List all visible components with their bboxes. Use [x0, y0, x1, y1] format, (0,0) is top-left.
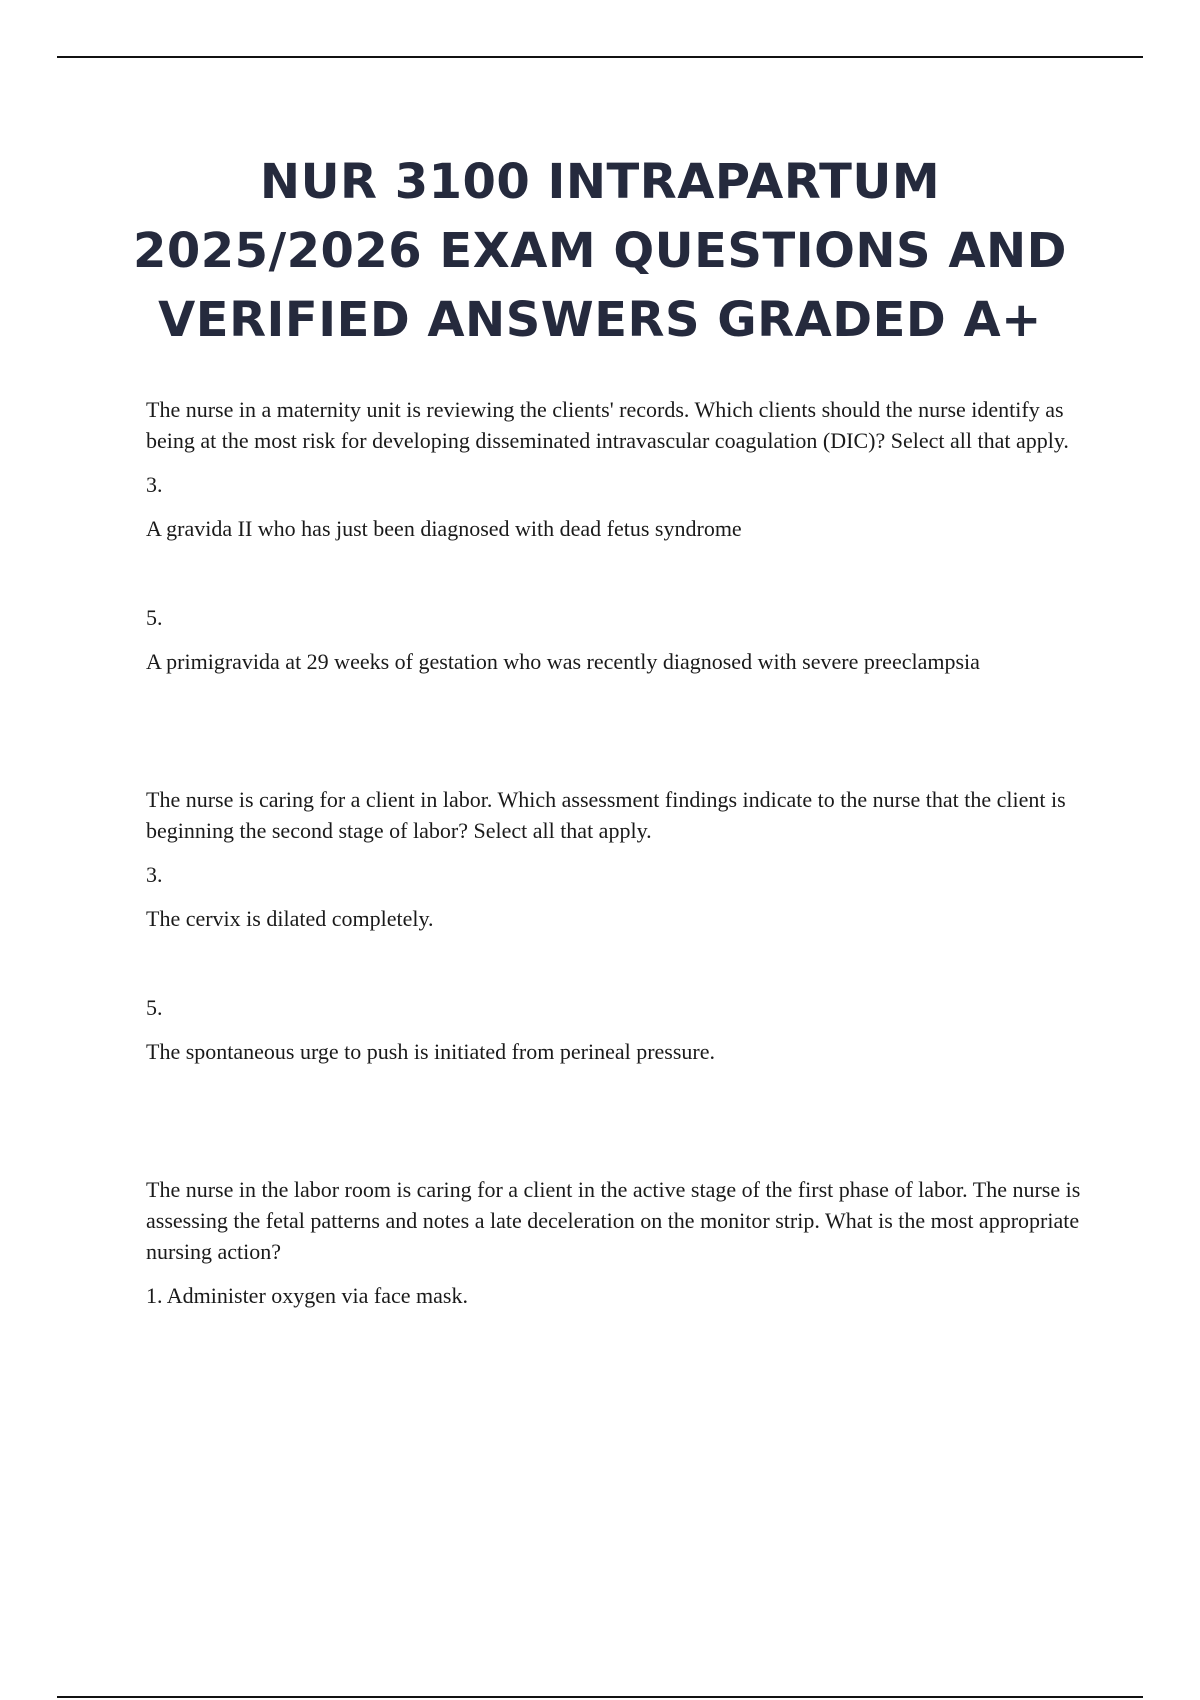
document-body	[146, 394, 1086, 1311]
question-text: The nurse in a maternity unit is reviewing the clients' records. Which clients should the nurse identify as being at the most risk for developing disseminated intravascular coagulation (DIC)? Select all that apply.	[146, 397, 1069, 453]
answer-number: 5.	[146, 605, 163, 630]
answer-number: 3.	[146, 472, 163, 497]
question-block	[146, 394, 1086, 677]
bottom-divider	[57, 1696, 1143, 1698]
answer-text: 1. Administer oxygen via face mask.	[146, 1283, 468, 1308]
question-block	[146, 784, 1086, 1067]
title-line: NUR 3100 INTRAPARTUM	[259, 154, 941, 210]
question-text: The nurse in the labor room is caring for a client in the active stage of the first phase of labor. The nurse is assessing the fetal patterns and notes a late deceleration on the monitor strip. What is the most appropriate nursing action?	[146, 1177, 1081, 1264]
top-divider	[57, 56, 1143, 58]
answer-number: 5.	[146, 995, 163, 1020]
answer-text: A gravida II who has just been diagnosed with dead fetus syndrome	[146, 516, 742, 541]
title-line: VERIFIED ANSWERS GRADED A+	[158, 292, 1042, 348]
answer-text: The spontaneous urge to push is initiated from perineal pressure.	[146, 1039, 716, 1064]
document-title	[100, 148, 1100, 355]
question-block	[146, 1174, 1086, 1311]
answer-text: A primigravida at 29 weeks of gestation who was recently diagnosed with severe preeclampsia	[146, 649, 980, 674]
question-text: The nurse is caring for a client in labor. Which assessment findings indicate to the nurse that the client is beginning the second stage of labor? Select all that apply.	[146, 787, 1066, 843]
title-line: 2025/2026 EXAM QUESTIONS AND	[132, 223, 1067, 279]
answer-number: 3.	[146, 862, 163, 887]
answer-text: The cervix is dilated completely.	[146, 906, 434, 931]
